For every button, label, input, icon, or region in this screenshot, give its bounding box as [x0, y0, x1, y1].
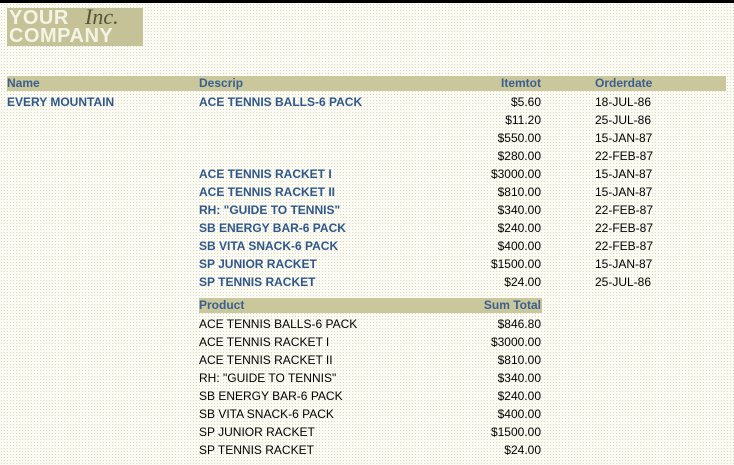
header-descrip: Descrip	[199, 76, 244, 90]
company-logo	[7, 8, 143, 46]
row-orderdate: 18-JUL-86	[595, 95, 652, 109]
summary-product: ACE TENNIS RACKET I	[199, 335, 330, 349]
row-orderdate: 22-FEB-87	[595, 149, 654, 163]
row-descrip: SB VITA SNACK-6 PACK	[199, 239, 339, 253]
row-orderdate: 22-FEB-87	[595, 239, 654, 253]
row-descrip: SP TENNIS RACKET	[199, 275, 316, 289]
row-itemtot: $240.00	[497, 221, 541, 235]
header-sum-total: Sum Total	[483, 298, 541, 312]
header-itemtot: Itemtot	[501, 76, 541, 90]
summary-sum-total: $1500.00	[490, 425, 541, 439]
logo-line2: COMPANY	[9, 25, 114, 46]
logo-line1-italic: Inc.	[85, 8, 119, 29]
row-orderdate: 15-JAN-87	[595, 167, 653, 181]
summary-product: SB ENERGY BAR-6 PACK	[199, 389, 343, 403]
row-descrip: ACE TENNIS BALLS-6 PACK	[199, 95, 363, 109]
row-itemtot: $11.20	[505, 113, 541, 127]
header-product: Product	[199, 298, 245, 312]
row-orderdate: 22-FEB-87	[595, 203, 654, 217]
top-border	[0, 0, 734, 3]
row-orderdate: 15-JAN-87	[595, 257, 653, 271]
row-itemtot: $280.00	[497, 149, 541, 163]
summary-sum-total: $24.00	[504, 443, 541, 457]
row-itemtot: $24.00	[504, 275, 541, 289]
summary-sum-total: $340.00	[497, 371, 541, 385]
summary-sum-total: $810.00	[497, 353, 541, 367]
summary-product: SP JUNIOR RACKET	[199, 425, 315, 439]
header-orderdate: Orderdate	[595, 76, 653, 90]
summary-product: ACE TENNIS RACKET II	[199, 353, 333, 367]
row-orderdate: 22-FEB-87	[595, 221, 654, 235]
row-descrip: SP JUNIOR RACKET	[199, 257, 317, 271]
summary-sum-total: $846.80	[497, 317, 541, 331]
logo-line1: YOUR	[9, 8, 69, 29]
row-itemtot: $5.60	[510, 95, 541, 109]
row-descrip: SB ENERGY BAR-6 PACK	[199, 221, 346, 235]
row-orderdate: 25-JUL-86	[595, 275, 652, 289]
row-itemtot: $550.00	[497, 131, 541, 145]
row-orderdate: 15-JAN-87	[595, 185, 653, 199]
summary-sum-total: $400.00	[497, 407, 541, 421]
summary-product: SP TENNIS RACKET	[199, 443, 314, 457]
row-itemtot: $400.00	[497, 239, 541, 253]
row-itemtot: $3000.00	[490, 167, 541, 181]
row-descrip: ACE TENNIS RACKET I	[199, 167, 332, 181]
row-itemtot: $810.00	[497, 185, 541, 199]
summary-sum-total: $3000.00	[490, 335, 541, 349]
row-descrip: RH: "GUIDE TO TENNIS"	[199, 203, 341, 217]
row-orderdate: 25-JUL-86	[595, 113, 652, 127]
summary-sum-total: $240.00	[497, 389, 541, 403]
row-orderdate: 15-JAN-87	[595, 131, 653, 145]
summary-product: ACE TENNIS BALLS-6 PACK	[199, 317, 358, 331]
row-itemtot: $340.00	[497, 203, 541, 217]
row-descrip: ACE TENNIS RACKET II	[199, 185, 336, 199]
row-itemtot: $1500.00	[490, 257, 541, 271]
header-name: Name	[7, 76, 40, 90]
customer-name: EVERY MOUNTAIN	[7, 95, 115, 109]
summary-product: RH: "GUIDE TO TENNIS"	[199, 371, 337, 385]
summary-product: SB VITA SNACK-6 PACK	[199, 407, 334, 421]
